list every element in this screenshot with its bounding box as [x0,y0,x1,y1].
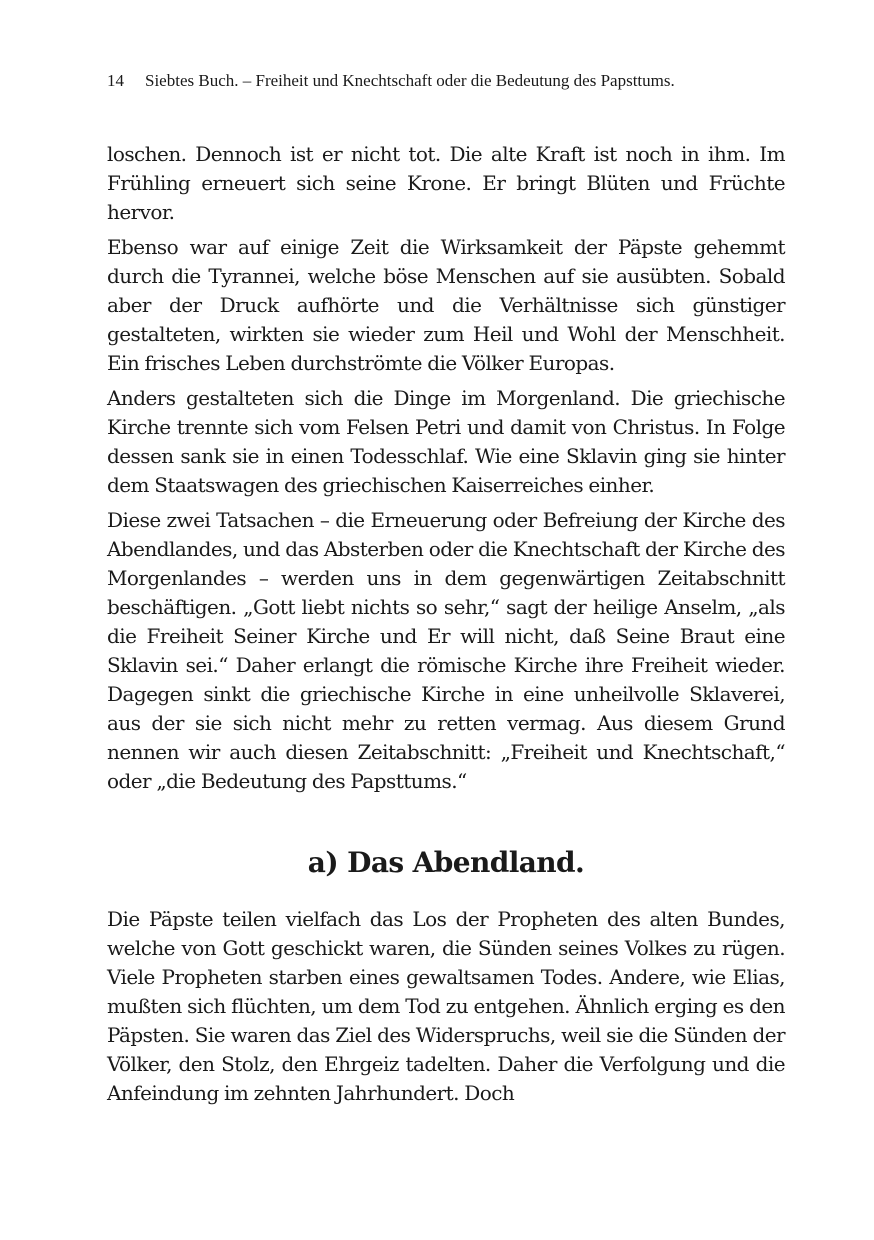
running-head [107,70,787,92]
paragraph: Diese zwei Tatsachen – die Erneuerung oder Befreiung der Kirche des Abendlandes, und das Absterben oder die Knechtschaft der Kirche des Morgenlandes – werden uns in dem gegenwärtigen Zeitabschnitt beschäftigen. „Gott liebt nichts so sehr,“ sagt der heilige Anselm, „als die Freiheit Seiner Kirche und Er will nicht, daß Seine Braut eine Sklavin sei.“ Daher erlangt die römische Kirche ihre Freiheit wieder. Dagegen sinkt die griechische Kirche in eine unheilvolle Sklaverei, aus der sie sich nicht mehr zu retten vermag. Aus diesem Grund nennen wir auch diesen Zeitabschnitt: „Freiheit und Knechtschaft,“ oder „die Bedeutung des Papsttums.“ [107,508,785,793]
page-number: 14 [107,71,124,90]
paragraph: Anders gestalteten sich die Dinge im Morgenland. Die griechische Kirche trennte sich vom Felsen Petri und damit von Christus. In Folge dessen sank sie in einen Todesschlaf. Wie eine Sklavin ging sie hinter dem Staatswagen des griechischen Kaiserreiches einher. [107,386,785,497]
paragraph: Die Päpste teilen vielfach das Los der Propheten des alten Bundes, welche von Gott geschickt waren, die Sünden seines Volkes zu rügen. Viele Propheten starben eines gewaltsamen Todes. Andere, wie Elias, mußten sich flüchten, um dem Tod zu entgehen. Ähnlich erging es den Päpsten. Sie waren das Ziel des Widerspruchs, weil sie die Sünden der Völker, den Stolz, den Ehrgeiz tadelten. Daher die Verfolgung und die Anfeindung im zehnten Jahrhundert. Doch [107,907,785,1105]
body-text-top [107,140,785,802]
running-title: Siebtes Buch. – Freiheit und Knechtschaft oder die Bedeutung des Papsttums. [145,71,675,90]
paragraph: loschen. Dennoch ist er nicht tot. Die alte Kraft ist noch in ihm. Im Frühling erneuert sich seine Krone. Er bringt Blüten und Früchte hervor. [107,142,785,224]
body-text-section [107,905,785,1114]
paragraph: Ebenso war auf einige Zeit die Wirksamkeit der Päpste gehemmt durch die Tyrannei, welche böse Menschen auf sie ausübten. Sobald aber der Druck aufhörte und die Verhältnisse sich günstiger gestalteten, wirkten sie wieder zum Heil und Wohl der Menschheit. Ein frisches Leben durchströmte die Völker Europas. [107,235,785,375]
section-heading: a) Das Abendland. [307,846,585,879]
